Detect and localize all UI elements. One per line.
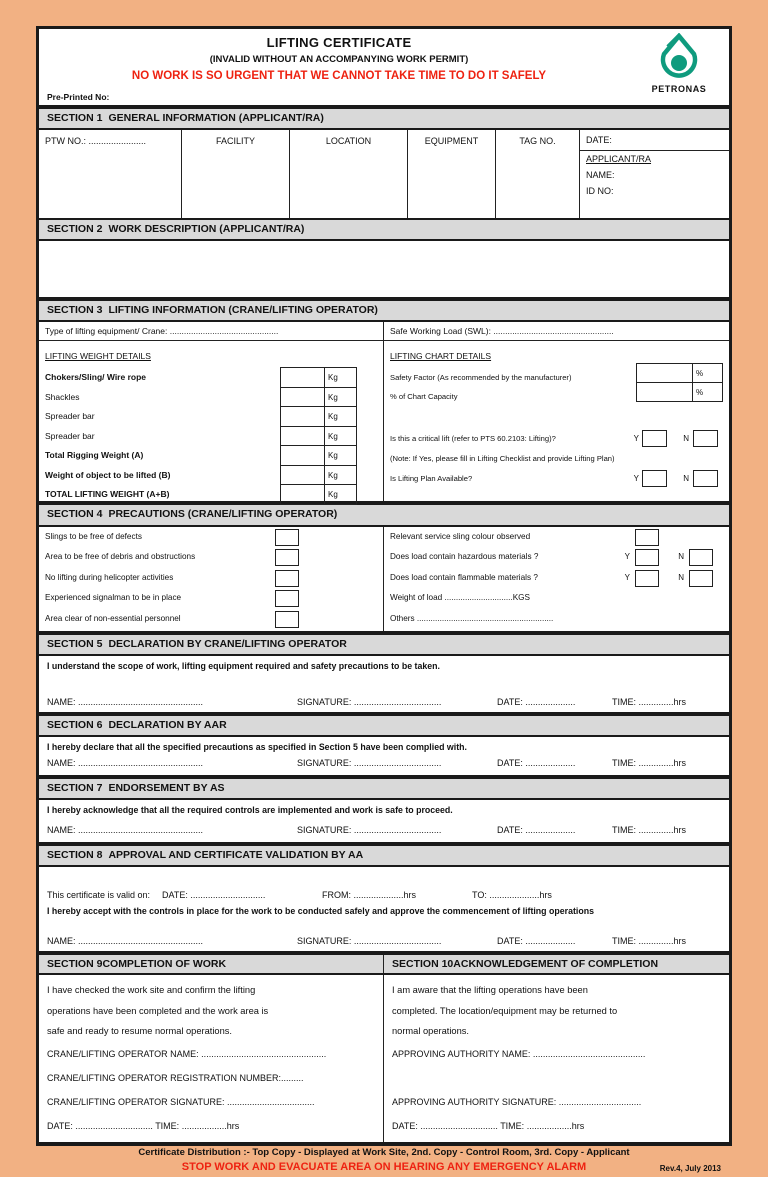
section-10-title: ACKNOWLEDGEMENT OF COMPLETION bbox=[453, 958, 659, 970]
section-9-title: COMPLETION OF WORK bbox=[102, 958, 227, 970]
section-3-title: LIFTING INFORMATION (CRANE/LIFTING OPERATOR) bbox=[108, 304, 378, 317]
time-field[interactable]: TIME: ..............hrs bbox=[612, 757, 687, 768]
section-1-body bbox=[39, 130, 729, 218]
section-7-body bbox=[39, 800, 729, 844]
sling-colour-checkbox[interactable] bbox=[635, 529, 659, 546]
section-2-header bbox=[39, 218, 729, 241]
facility-field[interactable]: FACILITY bbox=[182, 130, 290, 218]
name-field[interactable]: NAME: .................................................. bbox=[47, 757, 204, 768]
flammable-yes-checkbox[interactable] bbox=[635, 570, 659, 587]
section-6-header bbox=[39, 714, 729, 737]
weight-row-label: Spreader bar bbox=[45, 430, 95, 441]
section-3-number: SECTION 3 bbox=[47, 304, 103, 317]
chart-capacity-label: % of Chart Capacity bbox=[390, 392, 458, 402]
section-8-number: SECTION 8 bbox=[47, 848, 103, 861]
hazardous-yes-label: Y bbox=[624, 552, 630, 561]
section-4-body bbox=[39, 527, 729, 633]
sling-colour-item bbox=[384, 527, 729, 548]
petronas-logo bbox=[637, 33, 721, 101]
section-6-statement: I hereby declare that all the specified precautions as specified in Section 5 have been complied with. bbox=[47, 741, 467, 752]
weight-input[interactable] bbox=[281, 485, 325, 505]
date-field[interactable]: DATE: .................... bbox=[497, 936, 576, 946]
work-description-input[interactable] bbox=[39, 241, 729, 299]
section-9-line: I have checked the work site and confirm the lifting bbox=[47, 985, 256, 995]
lifting-plan-label: Is Lifting Plan Available? bbox=[390, 474, 473, 484]
lifting-plan-row bbox=[390, 468, 723, 489]
section-6-number: SECTION 6 bbox=[47, 718, 103, 731]
section-2-number: SECTION 2 bbox=[47, 223, 103, 236]
weight-unit: Kg bbox=[325, 368, 357, 388]
form-header bbox=[39, 29, 729, 107]
section-10-date-time-field[interactable]: DATE: ............................... TIME: ..................hrs bbox=[392, 1120, 585, 1131]
name-field[interactable]: NAME: .................................................. bbox=[47, 936, 204, 946]
section-5-statement: I understand the scope of work, lifting equipment required and safety precautions to be taken. bbox=[47, 660, 440, 671]
weight-row-label: Total Rigging Weight (A) bbox=[45, 450, 144, 461]
lifting-plan-no-label: N bbox=[683, 474, 689, 484]
section-9-number: SECTION 9 bbox=[47, 958, 103, 970]
section-5-title: DECLARATION BY CRANE/LIFTING OPERATOR bbox=[108, 637, 347, 650]
section-1-number: SECTION 1 bbox=[47, 112, 103, 124]
section-9-line: safe and ready to resume normal operations. bbox=[47, 1026, 233, 1036]
lifting-chart-column bbox=[384, 322, 729, 501]
section-5-number: SECTION 5 bbox=[47, 637, 103, 650]
section-10-spacer bbox=[392, 1066, 721, 1090]
section-7-statement: I hereby acknowledge that all the required controls are implemented and work is safe to proceed. bbox=[47, 804, 453, 815]
weight-entry-table bbox=[280, 367, 357, 505]
section-4-header bbox=[39, 503, 729, 526]
precaution-left-column bbox=[39, 527, 384, 631]
weight-input[interactable] bbox=[281, 387, 325, 407]
section-2-title: WORK DESCRIPTION (APPLICANT/RA) bbox=[108, 223, 305, 236]
chart-entry-table bbox=[636, 363, 723, 402]
critical-lift-no-label: N bbox=[683, 434, 689, 444]
hazardous-materials-item bbox=[384, 547, 729, 568]
section-9-body bbox=[39, 975, 384, 1142]
validity-line bbox=[47, 890, 721, 900]
lifting-certificate-form bbox=[36, 26, 732, 1173]
critical-lift-row bbox=[390, 428, 723, 449]
section-8-title: APPROVAL AND CERTIFICATE VALIDATION BY AA bbox=[108, 848, 364, 861]
approving-authority-name-field[interactable]: APPROVING AUTHORITY NAME: ............................................. bbox=[392, 1048, 646, 1059]
date-field[interactable]: DATE: .................... bbox=[497, 824, 576, 835]
section-8-header bbox=[39, 844, 729, 867]
tag-no-field[interactable]: TAG NO. bbox=[496, 130, 580, 218]
valid-on-label: This certificate is valid on: bbox=[47, 890, 151, 900]
date-field[interactable]: DATE: .................... bbox=[497, 696, 576, 707]
percent-unit: % bbox=[693, 383, 723, 402]
section-4-title: PRECAUTIONS (CRANE/LIFTING OPERATOR) bbox=[108, 508, 338, 521]
precaution-item bbox=[39, 527, 383, 548]
weight-row-label: TOTAL LIFTING WEIGHT (A+B) bbox=[45, 489, 170, 500]
precaution-checkbox[interactable] bbox=[275, 570, 299, 587]
hazardous-no-label: N bbox=[678, 552, 684, 561]
section-10-number: SECTION 10 bbox=[392, 958, 454, 970]
weight-row-label: Chokers/Sling/ Wire rope bbox=[45, 372, 146, 383]
precaution-checkbox[interactable] bbox=[275, 529, 299, 546]
critical-lift-note: (Note: If Yes, please fill in Lifting Checklist and provide Lifting Plan) bbox=[390, 454, 615, 464]
precaution-item bbox=[39, 609, 383, 630]
percent-unit: % bbox=[693, 364, 723, 383]
section-8-signature-line bbox=[47, 936, 721, 946]
weight-unit: Kg bbox=[325, 485, 357, 505]
applicant-block bbox=[580, 130, 729, 218]
time-field[interactable]: TIME: ..............hrs bbox=[612, 696, 687, 707]
weight-unit: Kg bbox=[325, 465, 357, 485]
section-10-line: normal operations. bbox=[392, 1026, 469, 1036]
signature-field[interactable]: SIGNATURE: ................................... bbox=[297, 696, 442, 707]
section-3-header bbox=[39, 299, 729, 322]
name-field[interactable]: NAME: .................................................. bbox=[47, 824, 204, 835]
operator-name-field[interactable]: CRANE/LIFTING OPERATOR NAME: .................................................. bbox=[47, 1048, 327, 1059]
critical-lift-no-checkbox[interactable] bbox=[693, 430, 718, 447]
applicant-id-field[interactable]: ID NO: bbox=[586, 186, 614, 197]
valid-from-field[interactable]: FROM: ....................hrs bbox=[322, 890, 417, 900]
precaution-label: No lifting during helicopter activities bbox=[45, 572, 174, 582]
operator-registration-field[interactable]: CRANE/LIFTING OPERATOR REGISTRATION NUMBER:......... bbox=[47, 1072, 304, 1083]
lifting-plan-yes-checkbox[interactable] bbox=[642, 470, 667, 487]
name-field[interactable]: NAME: .................................................. bbox=[47, 696, 204, 707]
section-7-signature-line bbox=[47, 825, 721, 835]
time-field[interactable]: TIME: ..............hrs bbox=[612, 824, 687, 835]
weight-row-label: Spreader bar bbox=[45, 411, 95, 422]
precaution-item bbox=[39, 568, 383, 589]
operator-signature-field[interactable]: CRANE/LIFTING OPERATOR SIGNATURE: ................................... bbox=[47, 1096, 315, 1107]
page-subtitle: (INVALID WITHOUT AN ACCOMPANYING WORK PERMIT) bbox=[209, 54, 469, 65]
weight-input[interactable] bbox=[281, 465, 325, 485]
weight-unit: Kg bbox=[325, 446, 357, 466]
safety-factor-input[interactable] bbox=[637, 364, 693, 383]
signature-field[interactable]: SIGNATURE: ................................... bbox=[297, 824, 442, 835]
section-10-line: I am aware that the lifting operations have been bbox=[392, 985, 588, 995]
section-5-body bbox=[39, 656, 729, 714]
signature-field[interactable]: SIGNATURE: ................................... bbox=[297, 936, 442, 946]
section-4-number: SECTION 4 bbox=[47, 508, 103, 521]
sling-colour-label: Relevant service sling colour observed bbox=[390, 531, 531, 541]
section-10-line: completed. The location/equipment may be returned to bbox=[392, 1005, 618, 1016]
flammable-no-label: N bbox=[678, 572, 684, 582]
swl-field[interactable]: Safe Working Load (SWL): ................................................... bbox=[384, 322, 729, 341]
pre-printed-no-label: Pre-Printed No: bbox=[47, 92, 110, 102]
weight-row-label: Weight of object to be lifted (B) bbox=[45, 469, 171, 480]
chart-capacity-input[interactable] bbox=[637, 383, 693, 402]
precaution-item bbox=[39, 588, 383, 609]
section-1-title: GENERAL INFORMATION (APPLICANT/RA) bbox=[108, 112, 324, 124]
flammable-yes-label: Y bbox=[624, 572, 630, 582]
section-9-line: operations have been completed and the work area is bbox=[47, 1005, 269, 1016]
hazardous-yes-checkbox[interactable] bbox=[635, 549, 659, 566]
section-9-10-headers bbox=[39, 953, 729, 975]
section-1-header bbox=[39, 107, 729, 130]
valid-to-field[interactable]: TO: ....................hrs bbox=[472, 890, 552, 900]
section-8-body bbox=[39, 867, 729, 953]
section-6-signature-line bbox=[47, 758, 721, 768]
valid-date-field[interactable]: DATE: .............................. bbox=[162, 890, 266, 900]
weight-of-load-field[interactable]: Weight of load ..............................KGS bbox=[390, 593, 530, 602]
section-5-header bbox=[39, 633, 729, 656]
lifting-weight-details-heading: LIFTING WEIGHT DETAILS bbox=[45, 351, 151, 362]
precaution-item bbox=[39, 547, 383, 568]
weight-unit: Kg bbox=[325, 387, 357, 407]
section-5-signature-line bbox=[47, 697, 721, 707]
section-8-statement: I hereby accept with the controls in place for the work to be conducted safely and approve the commencement of lifting operations bbox=[47, 906, 594, 916]
revision-label: Rev.4, July 2013 bbox=[659, 1163, 721, 1173]
applicant-ra-label: APPLICANT/RA bbox=[586, 154, 652, 165]
petronas-logo-text: PETRONAS bbox=[651, 84, 707, 94]
applicant-name-field[interactable]: NAME: bbox=[586, 170, 615, 181]
precaution-checkbox[interactable] bbox=[275, 549, 299, 566]
precaution-label: Experienced signalman to be in place bbox=[45, 593, 182, 602]
section-6-body bbox=[39, 737, 729, 777]
safety-warning: NO WORK IS SO URGENT THAT WE CANNOT TAKE TIME TO DO IT SAFELY bbox=[131, 70, 547, 82]
time-field[interactable]: TIME: ..............hrs bbox=[612, 936, 687, 946]
approving-authority-signature-field[interactable]: APPROVING AUTHORITY SIGNATURE: ................................. bbox=[392, 1096, 642, 1107]
precaution-label: Area to be free of debris and obstructions bbox=[45, 552, 196, 561]
date-field[interactable]: DATE: bbox=[580, 130, 729, 151]
hazardous-materials-label: Does load contain hazardous materials ? bbox=[390, 552, 539, 561]
section-9-date-time-field[interactable]: DATE: ............................... TIME: ..................hrs bbox=[47, 1120, 240, 1131]
others-field[interactable]: Others ............................................................ bbox=[390, 613, 554, 623]
section-10-body bbox=[384, 975, 729, 1142]
section-6-title: DECLARATION BY AAR bbox=[108, 718, 227, 731]
section-3-body bbox=[39, 322, 729, 503]
critical-lift-label: Is this a critical lift (refer to PTS 60.2103: Lifting)? bbox=[390, 434, 556, 444]
lifting-plan-yes-label: Y bbox=[633, 474, 639, 484]
precaution-checkbox[interactable] bbox=[275, 590, 299, 607]
signature-field[interactable]: SIGNATURE: ................................... bbox=[297, 757, 442, 768]
section-7-header bbox=[39, 777, 729, 800]
weight-input[interactable] bbox=[281, 407, 325, 427]
weight-row-label: Shackles bbox=[45, 391, 80, 402]
section-10-header bbox=[384, 955, 729, 973]
hazardous-no-checkbox[interactable] bbox=[689, 549, 713, 566]
flammable-materials-label: Does load contain flammable materials ? bbox=[390, 572, 538, 582]
safety-factor-label: Safety Factor (As recommended by the manufacturer) bbox=[390, 373, 572, 383]
section-7-number: SECTION 7 bbox=[47, 781, 103, 794]
section-9-header bbox=[39, 955, 384, 973]
precaution-right-column bbox=[384, 527, 729, 631]
ptw-no-field[interactable]: PTW NO.: ....................... bbox=[39, 130, 182, 218]
precaution-label: Slings to be free of defects bbox=[45, 531, 142, 541]
weight-input[interactable] bbox=[281, 446, 325, 466]
weight-unit: Kg bbox=[325, 407, 357, 427]
precaution-checkbox[interactable] bbox=[275, 611, 299, 628]
weight-input[interactable] bbox=[281, 426, 325, 446]
date-field[interactable]: DATE: .................... bbox=[497, 757, 576, 768]
flammable-no-checkbox[interactable] bbox=[689, 570, 713, 587]
certificate-distribution: Certificate Distribution :- Top Copy - Displayed at Work Site, 2nd. Copy - Control Room, 3rd. Copy - Applicant bbox=[138, 1146, 630, 1158]
petronas-droplet-icon bbox=[658, 33, 700, 83]
type-of-equipment-field[interactable]: Type of lifting equipment/ Crane: .............................................. bbox=[39, 322, 383, 341]
location-field[interactable]: LOCATION bbox=[290, 130, 408, 218]
lifting-weight-column bbox=[39, 322, 384, 501]
lifting-chart-details-heading: LIFTING CHART DETAILS bbox=[390, 351, 492, 362]
section-9-10-body bbox=[39, 975, 729, 1144]
critical-lift-yes-checkbox[interactable] bbox=[642, 430, 667, 447]
equipment-field[interactable]: EQUIPMENT bbox=[408, 130, 496, 218]
section-7-title: ENDORSEMENT BY AS bbox=[108, 781, 225, 794]
lifting-plan-no-checkbox[interactable] bbox=[693, 470, 718, 487]
weight-input[interactable] bbox=[281, 368, 325, 388]
weight-unit: Kg bbox=[325, 426, 357, 446]
page-title: LIFTING CERTIFICATE bbox=[266, 35, 412, 50]
critical-lift-yes-label: Y bbox=[633, 434, 639, 444]
flammable-materials-item bbox=[384, 568, 729, 589]
emergency-alarm-notice: STOP WORK AND EVACUATE AREA ON HEARING ANY EMERGENCY ALARM bbox=[181, 1160, 587, 1173]
precaution-label: Area clear of non-essential personnel bbox=[45, 613, 181, 623]
